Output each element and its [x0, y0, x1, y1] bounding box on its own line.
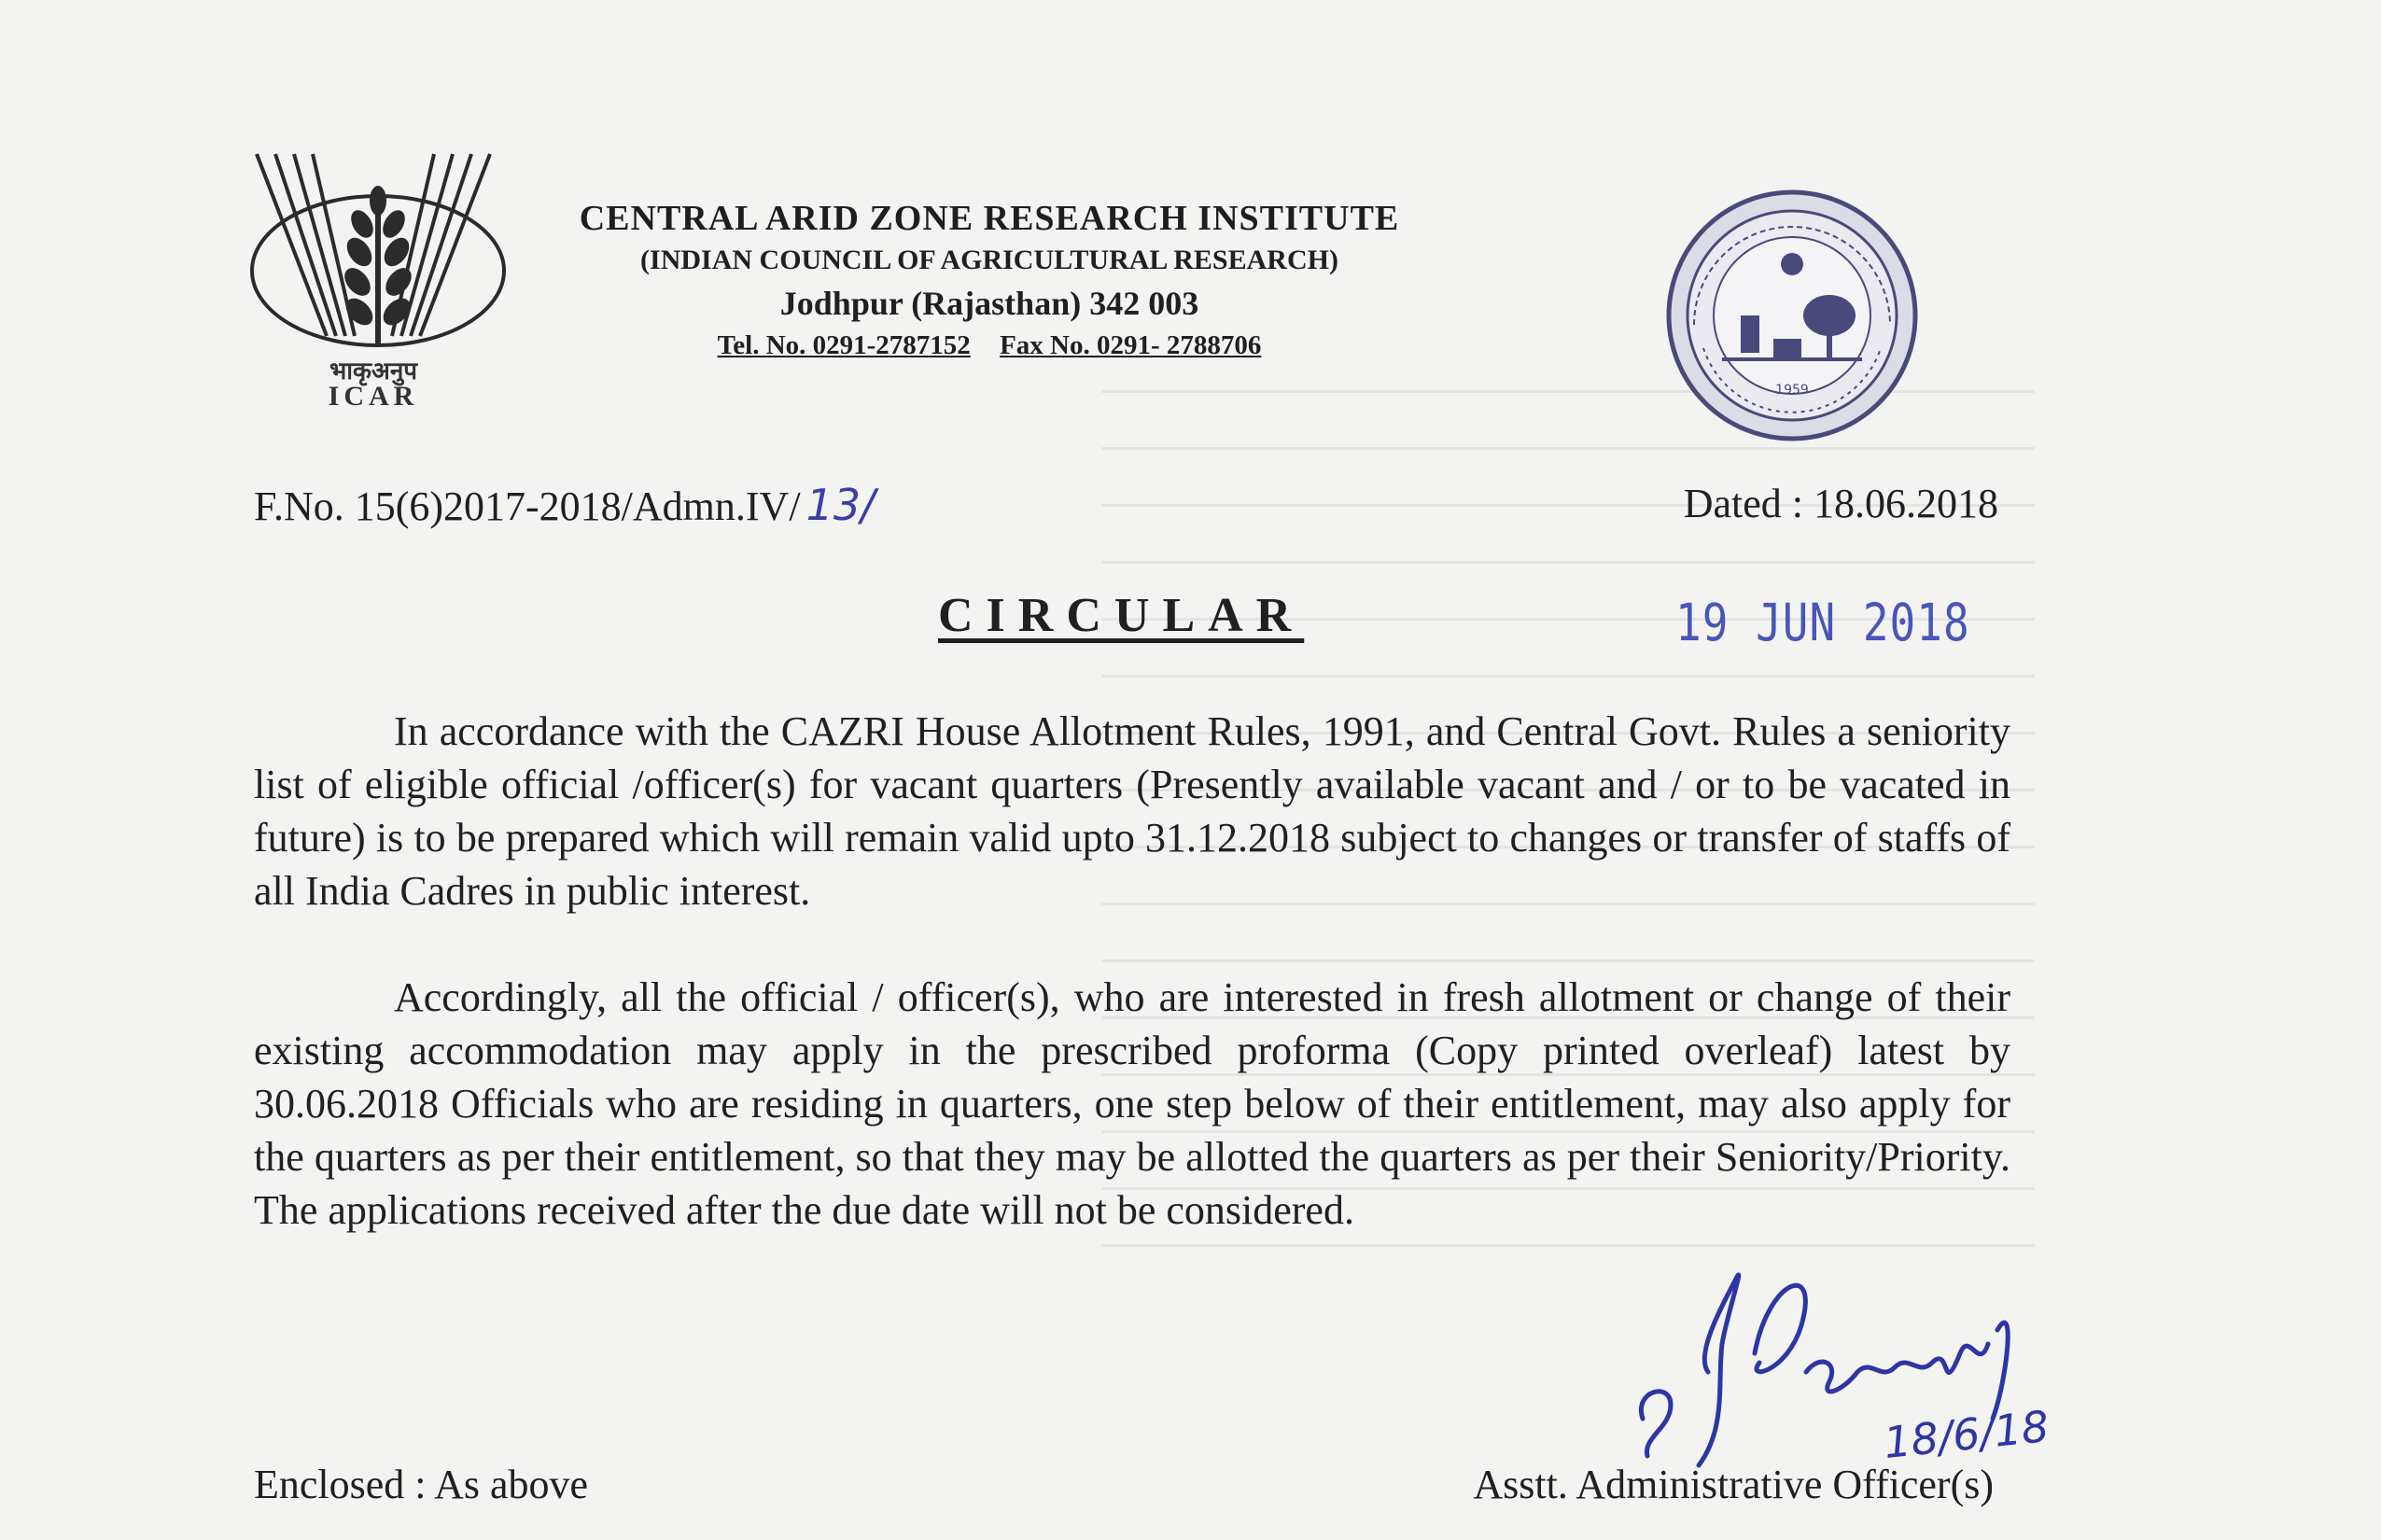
- logo-hindi-text: भाकृअनुप: [329, 357, 418, 385]
- institute-name: CENTRAL ARID ZONE RESEARCH INSTITUTE: [579, 199, 1400, 238]
- icar-logo: [238, 149, 509, 415]
- body-paragraph-2: Accordingly, all the official / officer(s), who are interested in fresh allotment or change of their existing accommodation may apply in the prescribed proforma (Copy printed overleaf) latest by 30.06.2018 Officials who are residing in quarters, one step below of their entitlement, may also apply for the quarters as per their entitlement, so that they may be allotted the quarters as per their Seniority/Priority. The applications received after the due date will not be considered.: [254, 974, 2010, 1233]
- body-paragraph-1: In accordance with the CAZRI House Allotment Rules, 1991, and Central Govt. Rules a seniority list of eligible official /officer(s) for vacant quarters (Presently available vacant and / or to be vacated in future) is to be prepared which will remain valid upto 31.12.2018 subject to changes or transfer of staffs of all India Cadres in public interest.: [254, 708, 2010, 914]
- parent-organisation: (INDIAN COUNCIL OF AGRICULTURAL RESEARCH): [640, 245, 1338, 275]
- file-reference: [254, 480, 875, 530]
- seal-icon: [1657, 185, 1927, 446]
- enclosure-note: Enclosed : As above: [254, 1462, 589, 1507]
- fax-number: Fax No. 0291- 2788706: [1000, 330, 1262, 360]
- circular-date: Dated : 18.06.2018: [1683, 481, 1998, 526]
- signature-date: 18/6/18: [1881, 1400, 2052, 1469]
- document-title: CIRCULAR: [938, 589, 1305, 642]
- letterhead: [523, 198, 1456, 361]
- logo-text: ICAR: [328, 381, 419, 412]
- telephone-number: Tel. No. 0291-2787152: [717, 330, 971, 360]
- seal-year: 1959: [1775, 383, 1809, 398]
- institute-seal: [1657, 185, 1927, 446]
- signatory-designation: Asstt. Administrative Officer(s): [1473, 1462, 1994, 1507]
- handwritten-number: 13/: [805, 480, 875, 530]
- file-number: F.No. 15(6)2017-2018/Admn.IV/: [254, 483, 801, 529]
- contact-line: [523, 330, 1456, 361]
- institute-address: Jodhpur (Rajasthan) 342 003: [779, 285, 1199, 322]
- received-date-stamp: 19 JUN 2018: [1675, 592, 1970, 653]
